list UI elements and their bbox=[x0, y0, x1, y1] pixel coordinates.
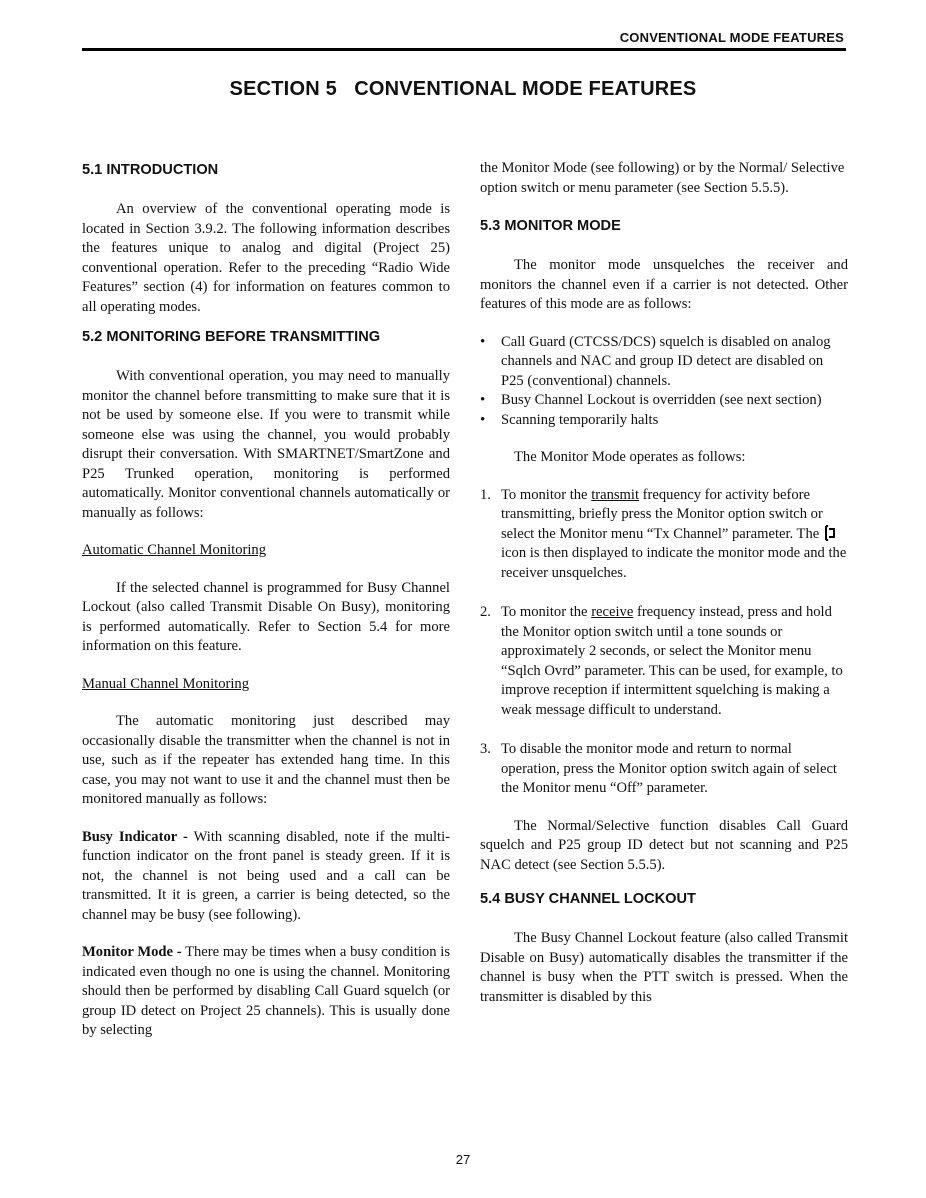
monitor-features-list bbox=[480, 333, 848, 431]
paragraph-continuation: the Monitor Mode (see following) or by the Normal/ Selective option switch or menu parameter (see Section 5.5.5). bbox=[480, 160, 845, 196]
paragraph-manual-monitoring: The automatic monitoring just described may occasionally disable the transmitter when the channel is not in use, such as if the repeater has extended hang time. In this case, you may not want to use it and the channel must then be monitored manually as follows: bbox=[82, 713, 450, 807]
step-number: 3. bbox=[480, 741, 491, 757]
left-column bbox=[82, 160, 450, 1041]
list-item: 1. To monitor the transmit frequency for activity before transmitting, briefly press the Monitor option switch or select the Monitor menu “Tx Channel” parameter. The icon is then displayed to indicate the monitor mode and the receiver unsquelches. bbox=[480, 486, 847, 581]
running-head: CONVENTIONAL MODE FEATURES bbox=[619, 30, 844, 45]
paragraph-monitor-mode-intro: The monitor mode unsquelches the receiver and monitors the channel even if a carrier is not detected. Other features of this mode are as follows: bbox=[480, 257, 848, 312]
list-item: • Busy Channel Lockout is overridden (see next section) bbox=[480, 391, 848, 411]
monitor-mode-label: Monitor Mode - bbox=[82, 944, 182, 960]
list-item: 3. To disable the monitor mode and return to normal operation, press the Monitor option switch again of select the Monitor menu “Off” parameter. bbox=[480, 741, 837, 796]
paragraph-operates: The Monitor Mode operates as follows: bbox=[514, 449, 746, 465]
list-item: 2. To monitor the receive frequency instead, press and hold the Monitor option switch until a tone sounds or approximately 2 seconds, or select the Monitor menu “Sqlch Ovrd” parameter. This can be used, for example, to improve reception if intermittent squelching is making a weak message difficult to understand. bbox=[480, 604, 843, 718]
section-title: SECTION 5 CONVENTIONAL MODE FEATURES bbox=[229, 78, 697, 100]
heading-introduction: 5.1 INTRODUCTION bbox=[82, 162, 219, 178]
subheading-manual-monitoring: Manual Channel Monitoring bbox=[82, 675, 249, 692]
paragraph-automatic-monitoring: If the selected channel is programmed for Busy Channel Lockout (also called Transmit Disable On Busy), monitoring is performed automatically. Refer to Section 5.4 for more information on this feature. bbox=[82, 579, 450, 654]
monitor-mode-text: There may be times when a busy condition is indicated even though no one is using the channel. Monitoring should then be performed by disabling Call Guard squelch (or group ID detect on Project 25 channels). This is usually done by selecting bbox=[82, 944, 450, 1038]
monitor-icon bbox=[825, 525, 835, 541]
heading-monitor-mode: 5.3 MONITOR MODE bbox=[480, 218, 621, 234]
step-number: 1. bbox=[480, 486, 491, 503]
monitor-steps-list bbox=[480, 486, 848, 799]
subheading-automatic-monitoring: Automatic Channel Monitoring bbox=[82, 542, 267, 558]
list-item: • Scanning temporarily halts bbox=[480, 411, 848, 431]
paragraph-normal-selective: The Normal/Selective function disables Call Guard squelch and P25 group ID detect but not scanning and P25 NAC detect (see Section 5.5.5). bbox=[480, 817, 848, 873]
paragraph-monitoring: With conventional operation, you may need to manually monitor the channel before transmitting to make sure that it is not be used by someone else. If you were to transmit while someone else was using the channel, you would probably disrupt their conversation. With SMARTNET/SmartZone and P25 Trunked operation, monitoring is performed automatically. Monitor conventional channels automatically or manually as follows: bbox=[82, 368, 450, 521]
busy-indicator-text: With scanning disabled, note if the multi-function indicator on the front panel is steady green. If it is not, the channel is not being used and a call can be transmitted. It it is green, a carrier is being detected, so the channel may be busy (see following). bbox=[82, 828, 450, 923]
paragraph-busy-channel-lockout: The Busy Channel Lockout feature (also called Transmit Disable on Busy) automatically disables the transmitter if the channel is busy when the PTT switch is pressed. When the transmitter is disabled by this bbox=[480, 930, 848, 1005]
bullet-icon: • bbox=[480, 333, 486, 350]
right-column bbox=[480, 160, 848, 1007]
header-rule bbox=[82, 48, 846, 51]
page-number: 27 bbox=[455, 1152, 471, 1167]
bullet-icon: • bbox=[480, 392, 486, 408]
list-item: • Call Guard (CTCSS/DCS) squelch is disabled on analog channels and NAC and group ID detect are disabled on P25 (conventional) channels. bbox=[480, 333, 831, 389]
bullet-icon: • bbox=[480, 411, 486, 428]
heading-busy-channel-lockout: 5.4 BUSY CHANNEL LOCKOUT bbox=[480, 891, 696, 907]
busy-indicator-label: Busy Indicator - bbox=[82, 828, 188, 845]
paragraph-busy-indicator bbox=[82, 828, 450, 926]
paragraph-monitor-mode bbox=[82, 943, 450, 1041]
paragraph-introduction: An overview of the conventional operating mode is located in Section 3.9.2. The following information describes the features unique to analog and digital (Project 25) conventional operation. Refer to the preceding “Radio Wide Features” section (4) for information on features common to all operating modes. bbox=[82, 201, 450, 315]
heading-monitoring-before-transmitting: 5.2 MONITORING BEFORE TRANSMITTING bbox=[82, 329, 381, 345]
step-number: 2. bbox=[480, 604, 491, 620]
